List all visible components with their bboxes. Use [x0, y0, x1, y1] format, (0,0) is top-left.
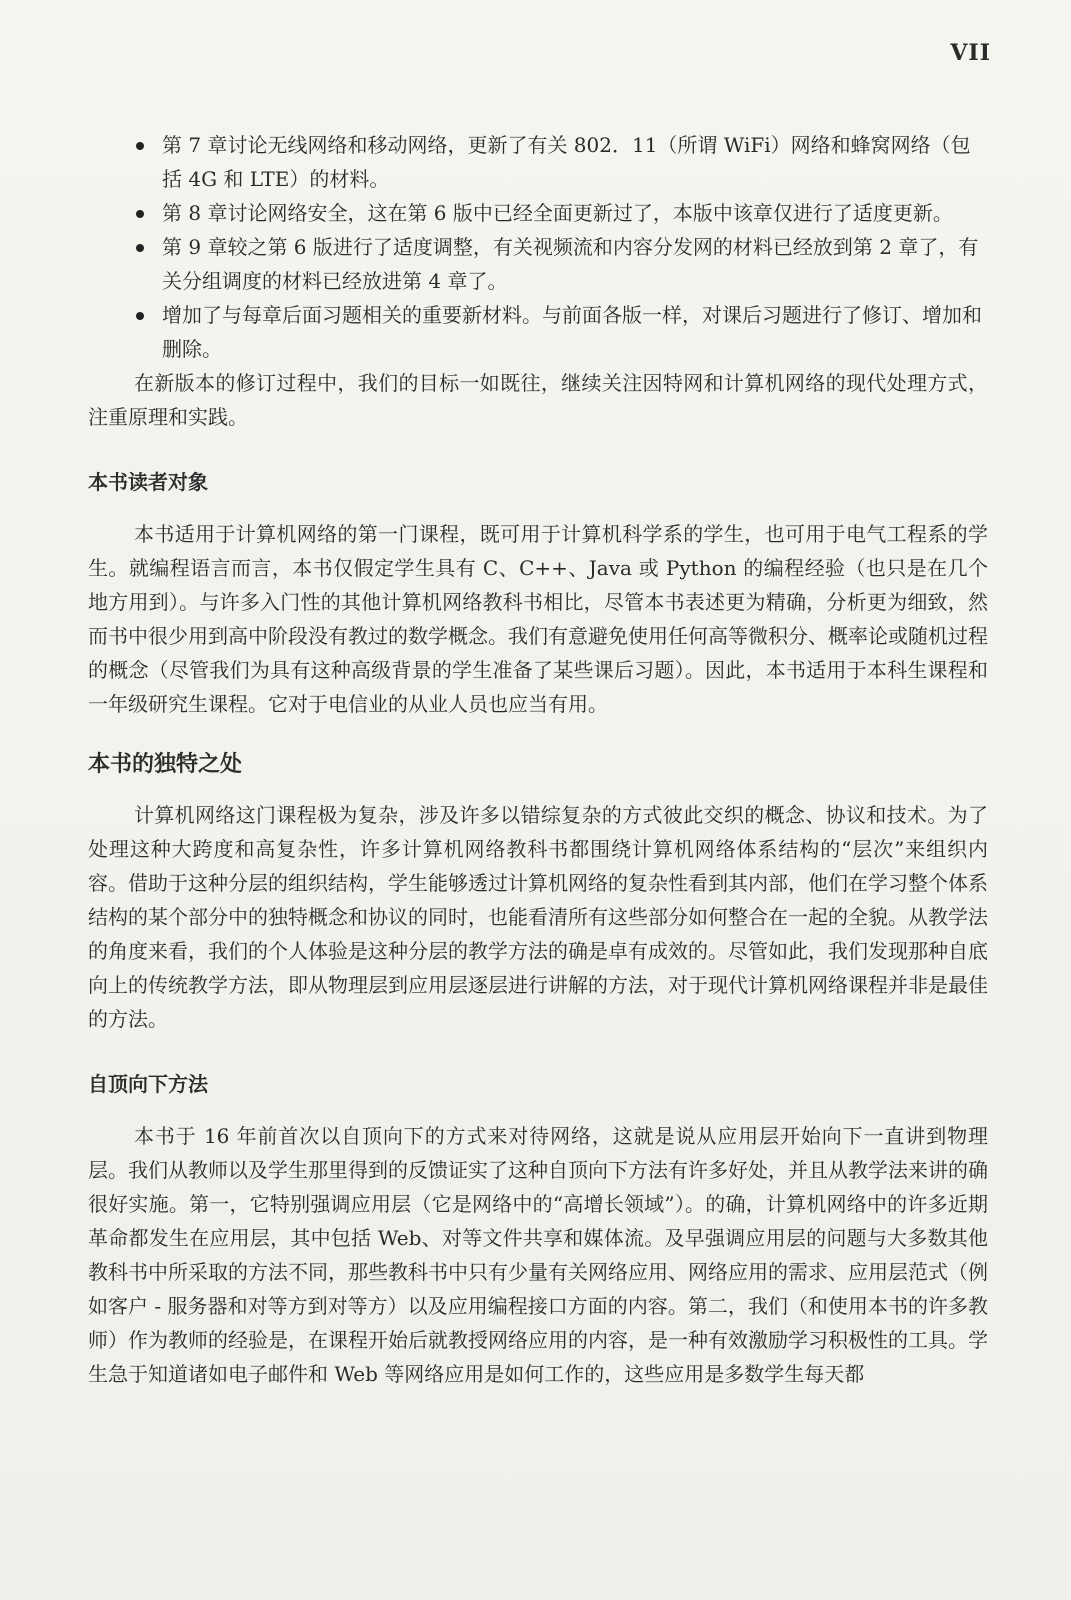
unique-paragraph: 计算机网络这门课程极为复杂，涉及许多以错综复杂的方式彼此交织的概念、协议和技术。为了处理这种大跨度和高复杂性，许多计算机网络教科书都围绕计算机网络体系结构的“层次”来组织内容。借助于这种分层的组织结构，学生能够透过计算机网络的复杂性看到其内部，他们在学习整个体系结构的某个部分中的独特概念和协议的同时，也能看清所有这些部分如何整合在一起的全貌。从教学法的角度来看，我们的个人体验是这种分层的教学方法的确是卓有成效的。尽管如此，我们发现那种自底向上的传统教学方法，即从物理层到应用层逐层进行讲解的方法，对于现代计算机网络课程并非是最佳的方法。	[88, 803, 988, 1031]
intro-paragraph: 在新版本的修订过程中，我们的目标一如既往，继续关注因特网和计算机网络的现代处理方式，注重原理和实践。	[88, 371, 988, 429]
bullet-text: 增加了与每章后面习题相关的重要新材料。与前面各版一样，对课后习题进行了修订、增加和删除。	[162, 303, 982, 361]
bullet-item	[88, 128, 988, 196]
page-content	[88, 128, 988, 1391]
bullet-text: 第 9 章较之第 6 版进行了适度调整，有关视频流和内容分发网的材料已经放到第 2 章了，有关分组调度的材料已经放进第 4 章了。	[162, 235, 979, 293]
audience-paragraph: 本书适用于计算机网络的第一门课程，既可用于计算机科学系的学生，也可用于电气工程系的学生。就编程语言而言，本书仅假定学生具有 C、C++、Java 或 Python 的编程经验（也只是在几个地方用到）。与许多入门性的其他计算机网络教科书相比，尽管本书表述更为精确，分析更为细致，然而书中很少用到高中阶段没有教过的数学概念。我们有意避免使用任何高等微积分、概率论或随机过程的概念（尽管我们为具有这种高级背景的学生准备了某些课后习题）。因此，本书适用于本科生课程和一年级研究生课程。它对于电信业的从业人员也应当有用。	[88, 522, 988, 716]
bullet-icon	[136, 312, 144, 320]
bullet-icon	[136, 210, 144, 218]
bullet-item	[88, 196, 988, 230]
bullet-text: 第 7 章讨论无线网络和移动网络，更新了有关 802．11（所谓 WiFi）网络和蜂窝网络（包括 4G 和 LTE）的材料。	[162, 133, 971, 191]
bullet-icon	[136, 142, 144, 150]
topdown-paragraph: 本书于 16 年前首次以自顶向下的方式来对待网络，这就是说从应用层开始向下一直讲到物理层。我们从教师以及学生那里得到的反馈证实了这种自顶向下方法有许多好处，并且从教学法来讲的确很好实施。第一，它特别强调应用层（它是网络中的“高增长领域”）。的确，计算机网络中的许多近期革命都发生在应用层，其中包括 Web、对等文件共享和媒体流。及早强调应用层的问题与大多数其他教科书中所采取的方法不同，那些教科书中只有少量有关网络应用、网络应用的需求、应用层范式（例如客户 - 服务器和对等方到对等方）以及应用编程接口方面的内容。第二，我们（和使用本书的许多教师）作为教师的经验是，在课程开始后就教授网络应用的内容，是一种有效激励学习积极性的工具。学生急于知道诸如电子邮件和 Web 等网络应用是如何工作的，这些应用是多数学生每天都	[88, 1124, 988, 1386]
bullet-text: 第 8 章讨论网络安全，这在第 6 版中已经全面更新过了，本版中该章仅进行了适度更新。	[162, 201, 953, 225]
bullet-item	[88, 230, 988, 298]
section-heading-unique: 本书的独特之处	[88, 752, 243, 777]
section-heading-topdown: 自顶向下方法	[88, 1072, 208, 1096]
section-heading-audience: 本书读者对象	[88, 470, 208, 494]
bullet-item	[88, 298, 988, 366]
bullet-icon	[136, 244, 144, 252]
page-number: VII	[950, 40, 991, 66]
change-list	[88, 128, 988, 366]
